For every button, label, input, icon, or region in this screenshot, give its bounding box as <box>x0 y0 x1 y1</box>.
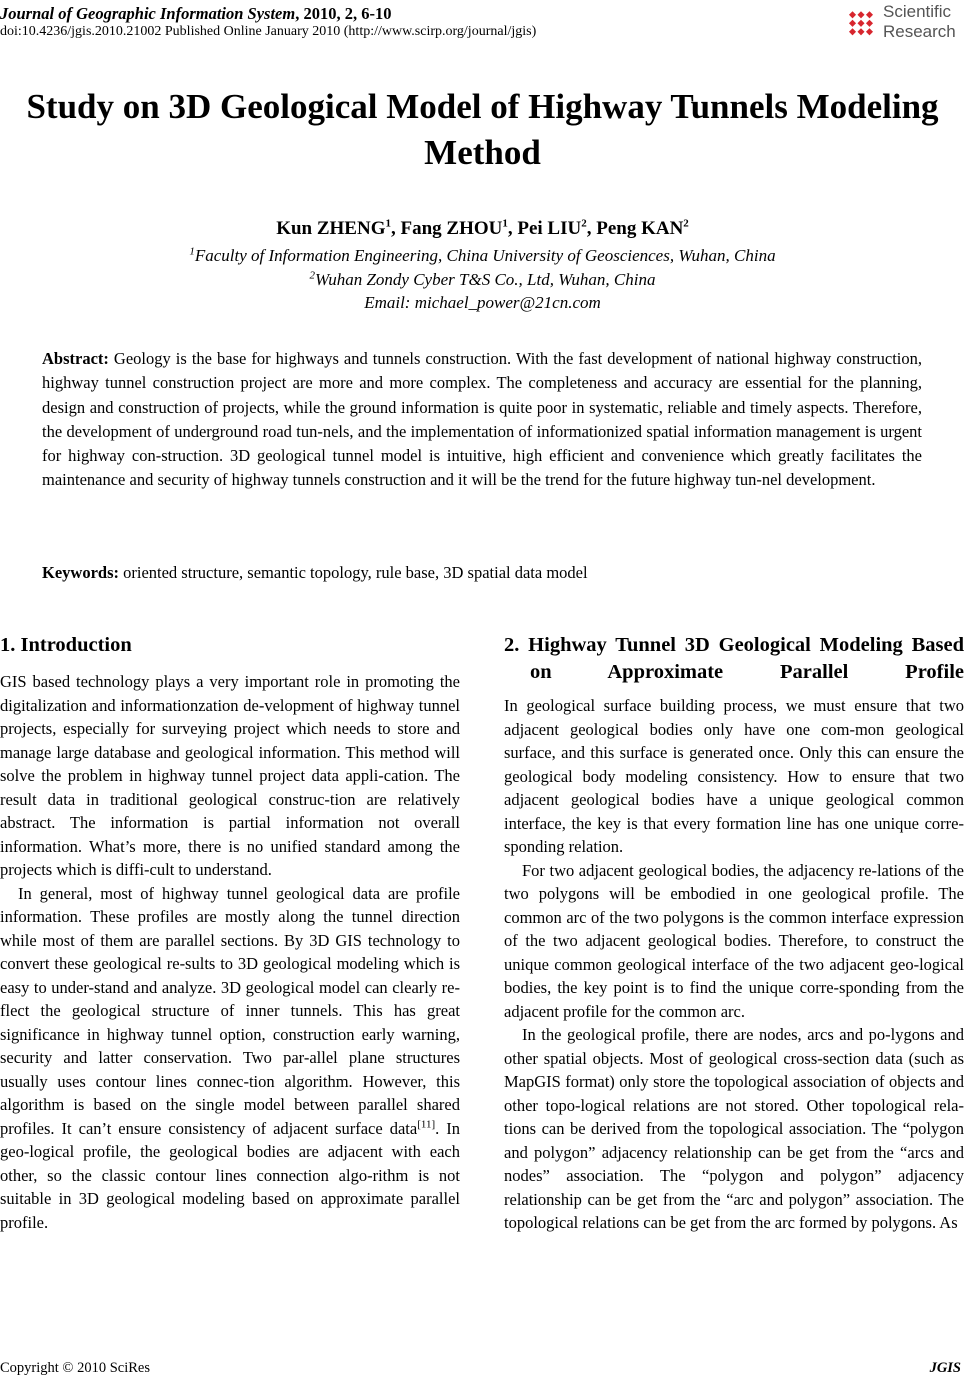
logo-text <box>883 2 956 42</box>
logo-square <box>857 11 864 18</box>
section-1-paragraph-1: GIS based technology plays a very important role in promoting the digitalization and informationzation de-velopment of highway tunnel projects, especially for surveying project which needs to store and manage large database and geological information. This method will solve the problem in highway tunnel project data appli-cation. The result data in traditional geological construc-tion are relatively abstract. The information is partial information not overall information. What’s more, there is no unified standard among the projects which is diffi-cult to understand. <box>0 672 460 879</box>
section-1-paragraph-2-part-a: In general, most of highway tunnel geological data are profile information. These profiles are mostly along the tunnel direction while most of them are parallel sections. By 3D GIS technology to convert these geological re-sults to 3D geological modeling which is easy to under-stand and analyze. 3D geological model can clearly re-flect the geological structure of inner tunnels. This has great significance in highway tunnel option, construction early warning, security and latter conservation. Two par-allel plane structures usually uses contour lines connec-tion algorithm. However, this algorithm is based on the single model between parallel shared profiles. It can’t ensure consistency of adjacent surface data <box>0 883 460 1138</box>
logo-square <box>849 11 856 18</box>
abstract <box>42 347 922 493</box>
abstract-text: Geology is the base for highways and tunnels construction. With the fast development of national highway construction, highway tunnel construction project are more and more complex. The completeness and accuracy are essential for the planning, design and construction of projects, while the ground information is quite poor in systematic, reliable and timely aspects. Therefore, the development of underground road tun-nels, and the implementation of informationized spatial information management is urgent for highway con-struction. 3D geological tunnel model is intuitive, high efficient and convenience which greatly facilitates the maintenance and security of highway tunnels construction and it will be the trend for the future highway tun-nel development. <box>42 349 922 490</box>
author-4: , Peng KAN <box>586 218 684 239</box>
page-header <box>0 2 965 50</box>
section-2-paragraph-1: In geological surface building process, we must ensure that two adjacent geological bodies only have one com-mon geological surface, and this surface is generated once. Only this can ensure the geological body modeling consistency. How to ensure that two adjacent geological bodies have a unique geological common interface, the key is that every formation line has one unique corre-sponding relation. <box>504 696 964 856</box>
logo-square <box>849 20 856 27</box>
keywords-label: Keywords: <box>42 563 119 582</box>
section-1-paragraph-2 <box>0 882 460 1235</box>
paper-title: Study on 3D Geological Model of Highway Tunnels Modeling Method <box>26 87 939 172</box>
section-2-paragraph-2: For two adjacent geological bodies, the adjacency re-lations of the two polygons will be embodied in one geological profile. The common arc of the two polygons is the common interface expression of the two adjacent geological bodies. Therefore, to construct the unique common geological interface of the two adjacent geo-logical bodies, the key point is to find the unique corre-sponding from the adjacent profile for the common arc. <box>504 860 964 1021</box>
copyright-notice: Copyright © 2010 SciRes <box>0 1360 150 1376</box>
abstract-label: Abstract: <box>42 349 109 368</box>
logo-line-1: Scientific <box>883 2 952 21</box>
affiliation-1 <box>0 246 965 266</box>
logo-square <box>866 28 873 35</box>
keywords-text: oriented structure, semantic topology, rule base, 3D spatial data model <box>119 563 588 582</box>
keywords <box>42 563 922 583</box>
publisher-logo <box>843 2 963 46</box>
right-column <box>504 632 964 1235</box>
author-email: Email: michael_power@21cn.com <box>364 293 601 312</box>
logo-square <box>857 20 864 27</box>
author-2: , Fang ZHOU <box>390 218 503 239</box>
logo-square <box>849 28 856 35</box>
author-1-affil: 1 <box>385 217 391 230</box>
logo-square <box>866 20 873 27</box>
journal-abbreviation: JGIS <box>929 1360 961 1376</box>
scientific-research-logo-icon <box>843 6 879 42</box>
journal-citation <box>0 4 391 24</box>
section-2-paragraph-3: In the geological profile, there are nodes, arcs and po-lygons and other spatial objects. Most of geological cross-section data (such as MapGIS format) only store the topological association of objects and other topo-logical relations are not stored. Other topological rela-tions can be derived from the topological association. The “polygon and polygon” adjacency relationship can be get from the “arcs and nodes” association. The “polygon and polygon” adjacency relationship can be get from the “arc and polygon” association. The topological relations can be get from the arc formed by polygons. As <box>504 1025 964 1232</box>
journal-volume: , 2010, 2, 6-10 <box>295 4 392 23</box>
section-2-title: 2. Highway Tunnel 3D Geological Modeling Based on Approximate Parallel Profile <box>504 634 964 683</box>
affiliation-2 <box>0 270 965 290</box>
citation-ref-11: [11] <box>417 1118 436 1130</box>
author-3-affil: 2 <box>581 217 587 230</box>
author-2-affil: 1 <box>502 217 508 230</box>
doi-line: doi:10.4236/jgis.2010.21002 Published Online January 2010 (http://www.scirp.org/journal/jgis) <box>0 24 537 39</box>
journal-name: Journal of Geographic Information System <box>0 4 296 23</box>
affiliation-2-text: Wuhan Zondy Cyber T&S Co., Ltd, Wuhan, China <box>315 270 656 289</box>
section-1-paragraph-2-part-b: . In geo-logical profile, the geological bodies are adjacent with each other, so the classic contour lines connection algo-rithm is not suitable in 3D geological modeling based on approximate parallel profile. <box>0 1118 460 1232</box>
affiliation-1-text: Faculty of Information Engineering, China University of Geosciences, Wuhan, China <box>194 246 776 265</box>
affiliation-2-number: 2 <box>309 269 315 282</box>
author-3: , Pei LIU <box>507 218 582 239</box>
author-4-affil: 2 <box>683 217 689 230</box>
affiliation-1-number: 1 <box>189 245 195 258</box>
author-list <box>0 218 965 240</box>
logo-square <box>866 11 873 18</box>
author-1: Kun ZHENG <box>276 218 386 239</box>
logo-line-2: Research <box>883 22 956 41</box>
section-1-title: 1. Introduction <box>0 634 132 656</box>
left-column <box>0 632 460 1234</box>
logo-square <box>857 28 864 35</box>
